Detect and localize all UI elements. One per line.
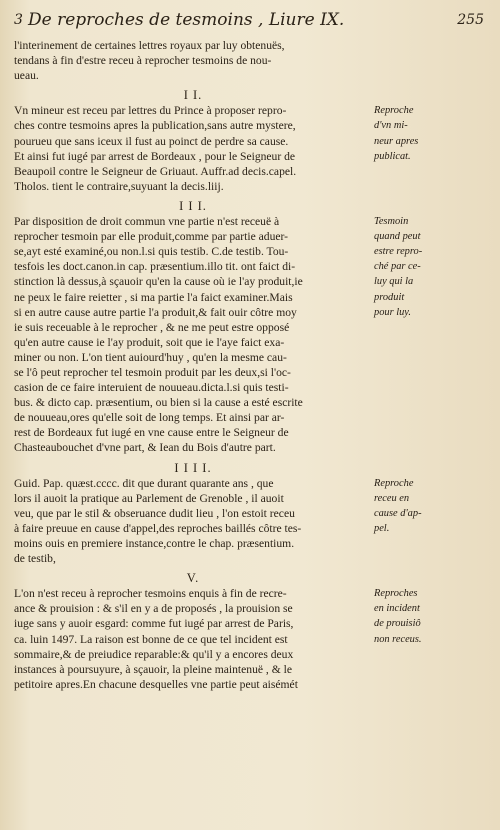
text-line: [14, 586, 484, 601]
text-line: [14, 521, 484, 536]
marginal-note: de prouisiô: [374, 618, 421, 630]
marginal-note: cause d'ap-: [374, 507, 422, 519]
body-text: miner ou non. L'on tient auiourd'huy , qu'en la mesme cau-: [14, 350, 287, 364]
body-text: qu'en autre cause ie l'ay produit, soit que ie l'aye faict exa-: [14, 335, 285, 349]
body-text: moins ouis en premiere instance,contre le chap. præsentium.: [14, 537, 295, 550]
text-line: [14, 149, 484, 164]
text-line: [14, 662, 484, 677]
body-text: Tholos. tient le contraire,suyuant la decis.liij.: [14, 179, 224, 193]
body-text: ne peux le faire reietter , si ma partie l'a faict examiner.Mais: [14, 290, 293, 304]
marginal-note: Reproche: [374, 477, 414, 489]
body-text: Guid. Pap. quæst.cccc. dit que durant quarante ans , que: [14, 476, 274, 490]
text-line: [14, 677, 484, 692]
body-text: L'on n'est receu à reprocher tesmoins enquis à fin de recre-: [14, 587, 287, 601]
marginal-note: pour luy.: [374, 306, 411, 318]
text-line: [14, 118, 484, 133]
text-line: [14, 274, 484, 289]
text-line: [14, 601, 484, 616]
section-heading: I I.: [183, 88, 203, 103]
marginal-note: Reproches: [374, 588, 418, 600]
section-heading: V.: [186, 571, 200, 586]
body-text: ca. luin 1497. La raison est bonne de ce que tel incident est: [14, 632, 288, 646]
text-line: [14, 395, 484, 410]
body-text: petitoire apres.En chacune desquelles vne partie peut aisémét: [14, 677, 298, 691]
body-text: rest de Bordeaux fut iugé en vne cause entre le Seigneur de: [14, 426, 289, 440]
signature-mark: 3: [14, 12, 23, 28]
text-line: [14, 305, 484, 320]
body-text: Chasteaubouchet d'vne part, & Iean du Bois d'autre part.: [14, 441, 276, 455]
text-line: [14, 476, 484, 491]
text-line: [14, 229, 484, 244]
text-line: [14, 335, 484, 350]
text-line: [14, 320, 484, 335]
body-text: de testib,: [14, 552, 56, 566]
text-line: [14, 410, 484, 425]
body-text: ueau.: [14, 69, 39, 83]
text-line: [14, 425, 484, 440]
running-header: [14, 6, 484, 36]
body-text: lors il auoit la pratique au Parlement de Grenoble , il auoit: [14, 491, 284, 505]
text-line: [14, 491, 484, 506]
text-line: [14, 179, 484, 194]
page-number: 255: [457, 12, 484, 28]
body-text: Beaupoil contre le Seigneur de Griuaut. Auffr.ad decis.capel.: [14, 164, 297, 178]
body-text: ance & prouision : & s'il en y a de proposés , la prouision se: [14, 602, 293, 616]
body-text: à faire preuue en cause d'appel,des reproches baillés côtre tes-: [14, 521, 302, 535]
text-line: [14, 506, 484, 521]
text-line: [14, 53, 484, 68]
marginal-note: quand peut: [374, 231, 421, 243]
marginal-note: produit: [374, 291, 405, 303]
text-line: [14, 536, 484, 551]
text-line: [14, 440, 484, 455]
marginal-note: estre repro-: [374, 246, 423, 258]
marginal-note: receu en: [374, 492, 410, 504]
marginal-note: publicat.: [374, 150, 411, 162]
body-text: Et ainsi fut iugé par arrest de Bordeaux , pour le Seigneur de: [14, 149, 296, 163]
text-line: [14, 290, 484, 305]
marginal-note: neur apres: [374, 135, 419, 147]
body-text: Par disposition de droit commun vne partie n'est receuë à: [14, 215, 280, 229]
body-text: de nouueau,ores qu'elle soit de long temps. Et ainsi par ar-: [14, 411, 285, 425]
body-text: tendans à fin d'estre receu à reprocher tesmoins de nou-: [14, 54, 272, 68]
body-text: si en autre cause autre partie l'a produit,& fait ouir côtre moy: [14, 305, 297, 319]
body-text: instances à poursuyure, à sçauoir, la pleine maintenuë , & le: [14, 662, 293, 676]
text-line: [14, 365, 484, 380]
text-line: [14, 380, 484, 395]
marginal-note: Reproche: [374, 105, 414, 117]
marginal-note: pel.: [374, 522, 390, 534]
body-text: bus. & dicto cap. præsentium, ou bien si la cause a esté escrite: [14, 396, 303, 410]
body-text: stinction là dessus,à sçauoir qu'en la cause où ie l'ay produit,ie: [14, 275, 303, 289]
body-text: se l'ô peut reprocher tel tesmoin produit par les deux,si l'oc-: [14, 365, 291, 379]
section-heading: I I I.: [179, 198, 207, 213]
marginal-note: en incident: [374, 603, 420, 615]
text-line: [14, 68, 484, 83]
body-text: tesfois les doct.canon.in cap. præsentium.illo tit. ont faict di-: [14, 260, 296, 274]
running-title: De reproches de tesmoins , Liure IX.: [28, 10, 345, 30]
text-line: [14, 164, 484, 179]
text-line: [14, 244, 484, 259]
body-text: l'interinement de certaines lettres royaux par luy obtenuës,: [14, 39, 285, 52]
body-text: iuge sans y auoir esgard: comme fut iugé par arrest de Paris,: [14, 617, 294, 631]
marginal-note: Tesmoin: [374, 216, 409, 228]
text-line: [14, 259, 484, 274]
section-heading: I I I I.: [174, 460, 212, 475]
body-text: veu, que par le stil & obseruance dudit lieu , l'on estoit receu: [14, 506, 295, 520]
marginal-note: ché par ce-: [374, 261, 421, 273]
text-line: [14, 632, 484, 647]
body-text: reprocher tesmoin par elle produit,comme par partie aduer-: [14, 230, 289, 244]
body-text: casion de ce faire interuient de nouueau.dicta.l.si quis testi-: [14, 381, 289, 395]
text-line: [14, 616, 484, 631]
text-line: [14, 647, 484, 662]
body-text: ie suis receuable à le reprocher , & ne me peut estre opposé: [14, 320, 290, 334]
text-line: [14, 350, 484, 365]
text-body: [14, 38, 484, 697]
text-line: [14, 38, 484, 53]
text-line: [14, 551, 484, 566]
body-text: Vn mineur est receu par lettres du Prince à proposer repro-: [14, 104, 287, 118]
marginal-note: luy qui la: [374, 276, 414, 288]
body-text: se,ayt esté examiné,ou non.l.si quis testib. C.de testib. Tou-: [14, 245, 289, 259]
text-line: [14, 134, 484, 149]
text-line: [14, 214, 484, 229]
marginal-note: d'vn mi-: [374, 120, 408, 132]
body-text: sommaire,& de preiudice reparable:& qu'il y a encores deux: [14, 647, 294, 661]
marginal-note: non receus.: [374, 633, 422, 645]
body-text: pourueu que sans iceux il fust au poinct de perdre sa cause.: [14, 134, 289, 148]
body-text: ches contre tesmoins apres la publication,sans autre mystere,: [14, 119, 296, 133]
text-line: [14, 103, 484, 118]
